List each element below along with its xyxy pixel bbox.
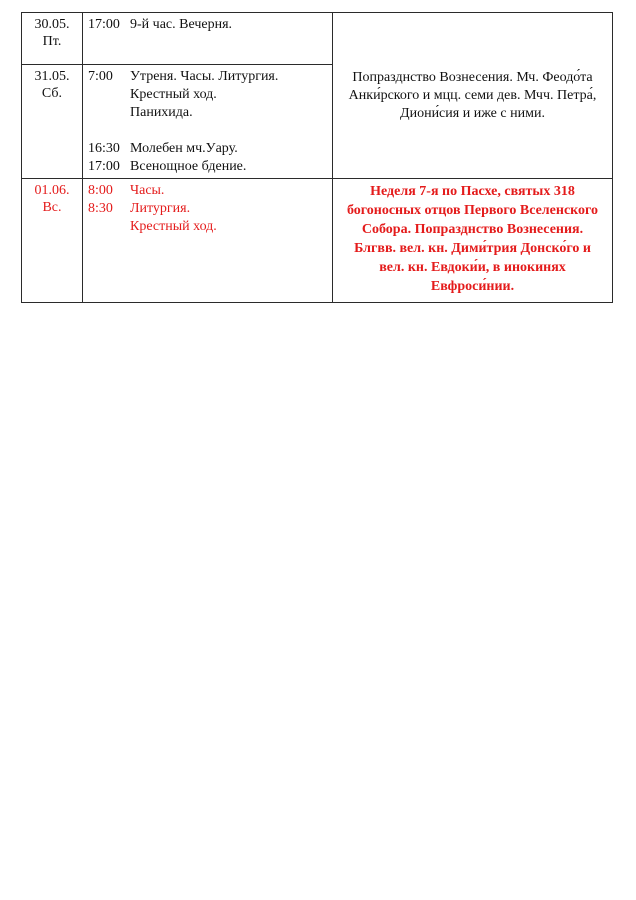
service-line (88, 200, 328, 218)
service-line (88, 68, 328, 86)
service-text: 9-й час. Вечерня. (130, 17, 233, 32)
services-cell (83, 179, 333, 303)
service-line (88, 140, 328, 158)
service-text: Литургия. (130, 201, 191, 216)
date-text: 30.05. (34, 17, 70, 32)
date-text: 01.06. (34, 183, 70, 198)
service-time: 8:00 (88, 183, 113, 198)
feast-description: Неделя 7-я по Пасхе, святых 318 богоносных отцов Первого Вселенского Собора. Попразднство Вознесения. Блгвв. вел. кн. Дими́трия Донско́го и вел. кн. Евдоки́и, в инокинях Евфроси́нии. (346, 184, 599, 294)
service-line (88, 218, 328, 236)
services-cell (83, 13, 333, 65)
services-cell (83, 65, 333, 179)
service-text: Утреня. Часы. Литургия. (130, 69, 279, 84)
date-cell (22, 65, 83, 179)
date-cell (22, 13, 83, 65)
service-time: 7:00 (88, 69, 113, 84)
service-time: 8:30 (88, 201, 113, 216)
service-line (88, 158, 328, 176)
feast-cell (333, 13, 613, 179)
service-time: 16:30 (88, 141, 120, 156)
feast-cell (333, 179, 613, 303)
service-text: Всенощное бдение. (130, 159, 247, 174)
weekday-text: Пт. (42, 34, 62, 49)
date-cell (22, 179, 83, 303)
table-row (22, 179, 613, 303)
spacer (88, 122, 328, 140)
service-line (88, 182, 328, 200)
date-text: 31.05. (34, 69, 70, 84)
service-line (88, 86, 328, 104)
service-line (88, 16, 328, 34)
service-line (88, 104, 328, 122)
weekday-text: Сб. (41, 86, 63, 101)
service-text: Крестный ход. (130, 87, 217, 102)
service-time: 17:00 (88, 17, 120, 32)
service-text: Панихида. (130, 105, 193, 120)
weekday-text: Вс. (42, 200, 62, 215)
service-schedule-table (21, 12, 613, 303)
service-text: Молебен мч.Уару. (130, 141, 238, 156)
feast-description: Попразднство Вознесения. Мч. Феодо́та Анки́рского и мцц. семи дев. Мчч. Петра́, Диони́сия и иже с ними. (348, 69, 597, 121)
service-text: Часы. (130, 183, 165, 198)
table-row (22, 13, 613, 65)
service-text: Крестный ход. (130, 219, 217, 234)
service-time: 17:00 (88, 159, 120, 174)
